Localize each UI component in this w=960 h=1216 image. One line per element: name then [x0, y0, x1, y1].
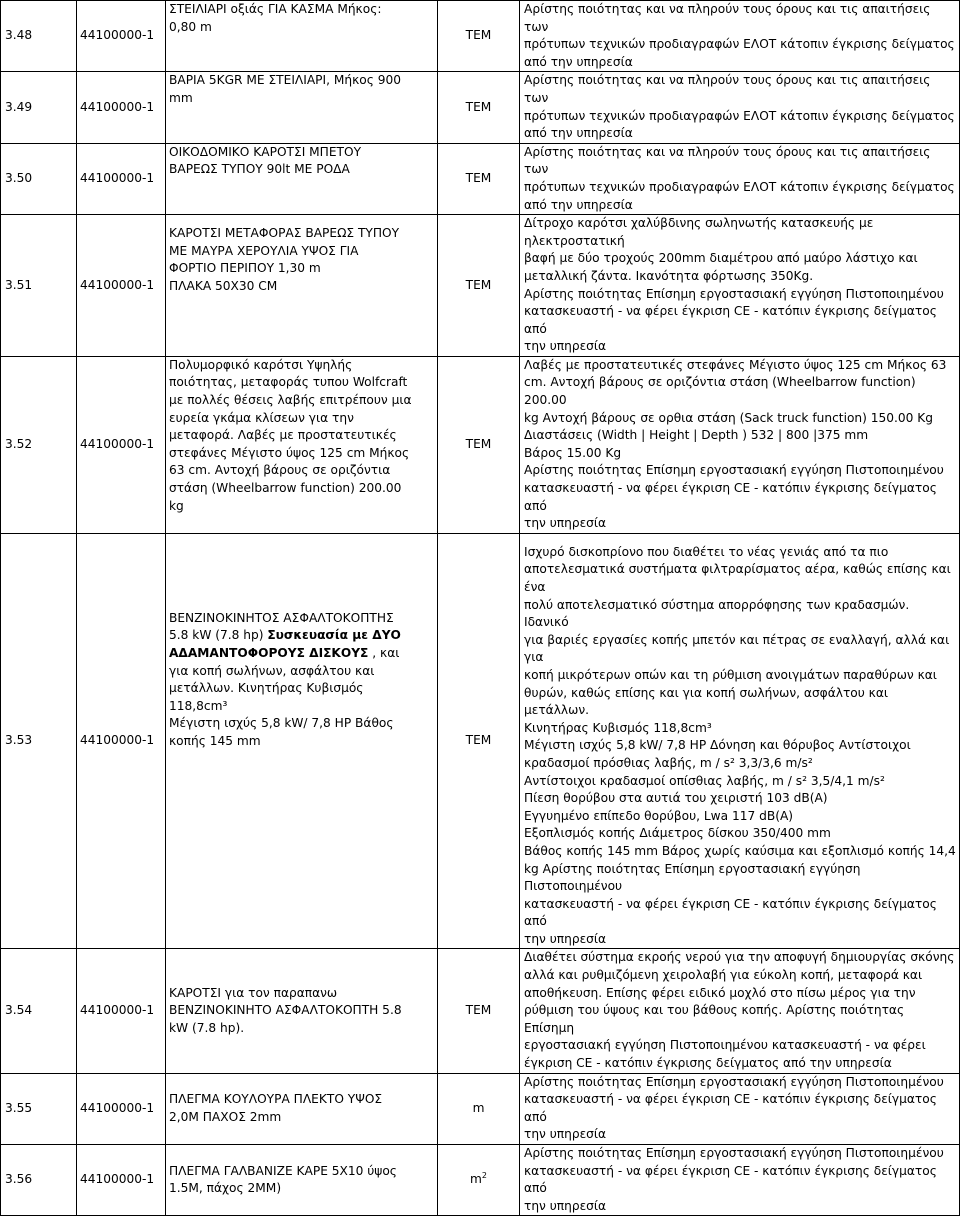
desc-line: kg — [169, 498, 184, 513]
item-number: 3.56 — [1, 1145, 77, 1216]
spec-line: ρύθμιση του ύψους και του βάθους κοπής. Αρίστης ποιότητας Επίσημη — [524, 1003, 905, 1035]
table-row — [1, 533, 960, 949]
item-spec — [520, 533, 960, 949]
spec-line: Αρίστης ποιότητας Επίσημη εργοστασιακή εγγύηση Πιστοποιημένου — [524, 1074, 944, 1089]
spec-line: για βαριές εργασίες κοπής μπετόν και πέτρας σε εναλλαγή, αλλά και για — [524, 632, 950, 665]
spec-line: την υπηρεσία — [524, 1127, 607, 1142]
spec-line: έγκριση CE - κατόπιν έγκρισης δείγματος από την υπηρεσία — [524, 1056, 892, 1071]
desc-line — [169, 645, 434, 663]
desc-line: στεφάνες Μέγιστο ύψος 125 cm Μήκος — [169, 445, 410, 460]
spec-line: Εγγυημένο επίπεδο θορύβου, Lwa 117 dB(A) — [524, 808, 794, 823]
item-number: 3.54 — [1, 949, 77, 1073]
spec-line: από την υπηρεσία — [524, 54, 633, 69]
spec-line: Αρίστης ποιότητας Επίσημη εργοστασιακή εγγύηση Πιστοποιημένου — [524, 286, 944, 301]
spec-line: κατασκευαστή - να φέρει έγκριση CE - κατόπιν έγκρισης δείγματος από — [524, 1163, 937, 1196]
spec-line: Αρίστης ποιότητας και να πληρούν τους όρους και τις απαιτήσεις των — [524, 2, 931, 34]
desc-line: ΒΕΝΖΙΝΟΚΙΝΗΤΟ ΑΣΦΑΛΤΟΚΟΠΤΗ 5.8 — [169, 1003, 402, 1018]
desc-line — [169, 627, 434, 645]
table-row — [1, 1073, 960, 1144]
spec-line: κατασκευαστή - να φέρει έγκριση CE - κατόπιν έγκρισης δείγματος από — [524, 481, 937, 513]
unit: ΤΕΜ — [438, 533, 520, 949]
desc-line: ευρεία γκάμα κλίσεων για την — [169, 410, 354, 425]
spec-line: Αντίστοιχοι κραδασμοί οπίσθιας λαβής, m / s² 3,5/4,1 m/s² — [524, 773, 885, 788]
spec-line: μεταλλική ζάντα. Ικανότητα φόρτωσης 350Kg. — [524, 268, 814, 283]
item-number: 3.49 — [1, 72, 77, 143]
spec-line: από την υπηρεσία — [524, 126, 633, 141]
desc-line: kW (7.8 hp). — [169, 1020, 245, 1035]
spec-line: θυρών, καθώς επίσης και για κοπή σωλήνων, ασφάλτου και μετάλλων. — [524, 685, 889, 718]
unit: ΤΕΜ — [438, 143, 520, 214]
desc-line: 118,8cm³ — [169, 698, 228, 713]
spec-line: κατασκευαστή - να φέρει έγκριση CE - κατόπιν έγκρισης δείγματος από — [524, 896, 937, 929]
desc-line: Πολυμορφικό καρότσι Υψηλής — [169, 357, 353, 372]
desc-line: ΚΑΡΟΤΣΙ για τον παραπανω — [169, 985, 338, 1000]
unit-text: m — [470, 1172, 482, 1187]
item-description — [166, 356, 438, 533]
unit — [438, 1145, 520, 1216]
spec-line: Βάρος 15.00 Kg — [524, 445, 622, 460]
spec-line: Διαθέτει σύστημα εκροής νερού για την αποφυγή δημιουργίας σκόνης — [524, 950, 955, 965]
spec-line: πρότυπων τεχνικών προδιαγραφών ΕΛΟΤ κάτοπιν έγκρισης δείγματος — [524, 108, 955, 123]
cpv-code: 44100000-1 — [77, 215, 166, 357]
table-row — [1, 215, 960, 357]
desc-line: ΒΑΡΕΩΣ ΤΥΠΟΥ 90lt ΜΕ ΡΟΔΑ — [169, 162, 350, 177]
item-spec — [520, 1145, 960, 1216]
desc-line: ΠΛΑΚΑ 50Χ30 CM — [169, 278, 278, 293]
spec-line: Διαστάσεις (Width | Height | Depth ) 532 | 800 |375 mm — [524, 428, 869, 443]
desc-line: 1.5Μ, πάχος 2ΜΜ) — [169, 1181, 282, 1196]
spec-line: κατασκευαστή - να φέρει έγκριση CE - κατόπιν έγκρισης δείγματος από — [524, 304, 937, 336]
spec-line: Πίεση θορύβου στα αυτιά του χειριστή 103 dB(A) — [524, 791, 828, 806]
item-description — [166, 72, 438, 143]
item-spec — [520, 72, 960, 143]
desc-line: mm — [169, 90, 193, 105]
spec-line: Μέγιστη ισχύς 5,8 kW/ 7,8 HP Δόνηση και θόρυβος Αντίστοιχοι — [524, 738, 911, 753]
table-row — [1, 143, 960, 214]
spec-line: κατασκευαστή - να φέρει έγκριση CE - κατόπιν έγκρισης δείγματος από — [524, 1092, 937, 1124]
unit: ΤΕΜ — [438, 1, 520, 72]
spec-line: Ισχυρό δισκοπρίονο που διαθέτει το νέας γενιάς από τα πιο — [524, 544, 889, 559]
desc-line: ΦΟΡΤΙΟ ΠΕΡΙΠΟΥ 1,30 m — [169, 261, 321, 276]
cpv-code: 44100000-1 — [77, 533, 166, 949]
item-number: 3.55 — [1, 1073, 77, 1144]
cpv-code: 44100000-1 — [77, 143, 166, 214]
spec-line: πρότυπων τεχνικών προδιαγραφών ΕΛΟΤ κάτοπιν έγκρισης δείγματος — [524, 37, 955, 52]
desc-line: ΣΤΕΙΛΙΑΡΙ οξιάς ΓΙΑ ΚΑΣΜΑ Μήκος: — [169, 2, 382, 16]
desc-line: ΠΛΕΓΜΑ ΚΟΥΛΟΥΡΑ ΠΛΕΚΤΟ ΥΨΟΣ — [169, 1092, 383, 1107]
spec-line: kg Αρίστης ποιότητας Επίσημη εργοστασιακή εγγύηση Πιστοποιημένου — [524, 861, 861, 894]
spec-line: Εξοπλισμός κοπής Διάμετρος δίσκου 350/400 mm — [524, 826, 831, 841]
table-row — [1, 72, 960, 143]
spec-line: Αρίστης ποιότητας Επίσημη εργοστασιακή εγγύηση Πιστοποιημένου — [524, 1146, 944, 1160]
desc-text: 5.8 kW (7.8 hp) — [169, 628, 268, 643]
desc-line: για κοπή σωλήνων, ασφάλτου και — [169, 663, 375, 678]
item-description — [166, 215, 438, 357]
unit: ΤΕΜ — [438, 215, 520, 357]
spec-line: την υπηρεσία — [524, 1198, 607, 1213]
item-spec — [520, 949, 960, 1073]
spec-line: Βάθος κοπής 145 mm Βάρος χωρίς καύσιμα και εξοπλισμό κοπής 14,4 — [524, 843, 956, 858]
unit: ΤΕΜ — [438, 72, 520, 143]
cpv-code: 44100000-1 — [77, 949, 166, 1073]
desc-line: μετάλλων. Κινητήρας Κυβισμός — [169, 681, 364, 696]
spec-line: κοπή μικρότερων οπών και τη ρύθμιση ανοιγμάτων παραθύρων και — [524, 667, 937, 682]
item-description — [166, 949, 438, 1073]
spec-line: Αρίστης ποιότητας και να πληρούν τους όρους και τις απαιτήσεις των — [524, 144, 931, 177]
spec-line: kg Αντοχή βάρους σε ορθια στάση (Sack truck function) 150.00 Kg — [524, 410, 934, 425]
spec-line: αποθήκευση. Επίσης φέρει ειδικό μοχλό στο πίσω μέρος για την — [524, 985, 916, 1000]
desc-line: ΚΑΡΟΤΣΙ ΜΕΤΑΦΟΡΑΣ ΒΑΡΕΩΣ ΤΥΠΟΥ — [169, 226, 400, 241]
desc-line: κοπής 145 mm — [169, 733, 261, 748]
desc-line: ΒΕΝΖΙΝΟΚΙΝΗΤΟΣ ΑΣΦΑΛΤΟΚΟΠΤΗΣ — [169, 610, 394, 625]
item-description — [166, 143, 438, 214]
desc-line: με πολλές θέσεις λαβής επιτρέπουν μια — [169, 393, 412, 408]
spec-line: την υπηρεσία — [524, 931, 607, 946]
spec-line: αλλά και ρυθμιζόμενη χειρολαβή για εύκολη κοπή, μεταφορά και — [524, 968, 923, 983]
spec-line: εργοστασιακή εγγύηση Πιστοποιημένου κατασκευαστή - να φέρει — [524, 1038, 926, 1053]
spec-line: αποτελεσματικά συστήματα φιλτραρίσματος αέρα, καθώς επίσης και ένα — [524, 562, 951, 594]
item-spec — [520, 356, 960, 533]
spec-line: Αρίστης ποιότητας Επίσημη εργοστασιακή εγγύηση Πιστοποιημένου — [524, 463, 944, 478]
desc-bold-text: Συσκευασία με ΔΥΟ — [267, 628, 401, 643]
spec-line: cm. Αντοχή βάρους σε οριζόντια στάση (Wheelbarrow function) 200.00 — [524, 375, 916, 408]
desc-line: 0,80 m — [169, 19, 212, 34]
table-row — [1, 1145, 960, 1216]
spec-line: βαφή με δύο τροχούς 200mm διαμέτρου από μαύρο λάστιχο και — [524, 251, 918, 266]
desc-line: 2,0Μ ΠΑΧΟΣ 2mm — [169, 1109, 282, 1124]
desc-text: , και — [368, 646, 400, 660]
item-spec — [520, 1073, 960, 1144]
item-spec — [520, 215, 960, 357]
cpv-code: 44100000-1 — [77, 1145, 166, 1216]
table-row — [1, 356, 960, 533]
unit: ΤΕΜ — [438, 949, 520, 1073]
item-spec — [520, 1, 960, 72]
item-description — [166, 1073, 438, 1144]
spec-line: την υπηρεσία — [524, 516, 607, 531]
desc-line: 63 cm. Αντοχή βάρους σε οριζόντια — [169, 463, 391, 478]
spec-line: Λαβές με προστατευτικές στεφάνες Μέγιστο ύψος 125 cm Μήκος 63 — [524, 357, 947, 372]
spec-line: πολύ αποτελεσματικό σύστημα απορρόφησης των κραδασμών. Ιδανικό — [524, 597, 910, 630]
spec-line: Δίτροχο καρότσι χαλύβδινης σωληνωτής κατασκευής με ηλεκτροστατική — [524, 216, 874, 248]
unit: ΤΕΜ — [438, 356, 520, 533]
spec-line: πρότυπων τεχνικών προδιαγραφών ΕΛΟΤ κάτοπιν έγκρισης δείγματος — [524, 179, 955, 194]
spec-line: Αρίστης ποιότητας και να πληρούν τους όρους και τις απαιτήσεις των — [524, 73, 931, 105]
item-number: 3.52 — [1, 356, 77, 533]
spec-line: Κινητήρας Κυβισμός 118,8cm³ — [524, 720, 712, 735]
table-row — [1, 949, 960, 1073]
cpv-code: 44100000-1 — [77, 356, 166, 533]
unit: m — [438, 1073, 520, 1144]
item-description — [166, 1, 438, 72]
spec-line: από την υπηρεσία — [524, 197, 633, 212]
item-number: 3.50 — [1, 143, 77, 214]
unit-superscript: 2 — [481, 1171, 487, 1181]
item-description — [166, 1145, 438, 1216]
desc-line: μεταφορά. Λαβές με προστατευτικές — [169, 428, 397, 443]
cpv-code: 44100000-1 — [77, 1073, 166, 1144]
item-description — [166, 533, 438, 949]
desc-line: ΠΛΕΓΜΑ ΓΑΛΒΑΝΙΖΕ ΚΑΡΕ 5Χ10 ύψος — [169, 1163, 397, 1178]
desc-line: ΜΕ ΜΑΥΡΑ ΧΕΡΟΥΛΙΑ ΥΨΟΣ ΓΙΑ — [169, 243, 359, 258]
item-number: 3.53 — [1, 533, 77, 949]
desc-line: ποιότητας, μεταφοράς τυπου Wolfcraft — [169, 375, 408, 390]
spec-line: την υπηρεσία — [524, 339, 607, 354]
desc-line: ΟΙΚΟΔΟΜΙΚΟ ΚΑΡΟΤΣΙ ΜΠΕΤΟΥ — [169, 144, 362, 159]
item-spec — [520, 143, 960, 214]
table-row — [1, 1, 960, 72]
cpv-code: 44100000-1 — [77, 72, 166, 143]
desc-line: ΒΑΡΙΑ 5KGR ΜΕ ΣΤΕΙΛΙΑΡΙ, Μήκος 900 — [169, 73, 402, 88]
desc-line: Μέγιστη ισχύς 5,8 kW/ 7,8 HP Βάθος — [169, 716, 394, 731]
item-number: 3.48 — [1, 1, 77, 72]
item-number: 3.51 — [1, 215, 77, 357]
cpv-code: 44100000-1 — [77, 1, 166, 72]
desc-bold-text: ΑΔΑΜΑΝΤΟΦΟΡΟΥΣ ΔΙΣΚΟΥΣ — [169, 646, 369, 660]
spec-line: κραδασμοί πρόσθιας λαβής, m / s² 3,3/3,6 m/s² — [524, 755, 813, 770]
desc-line: στάση (Wheelbarrow function) 200.00 — [169, 481, 402, 496]
